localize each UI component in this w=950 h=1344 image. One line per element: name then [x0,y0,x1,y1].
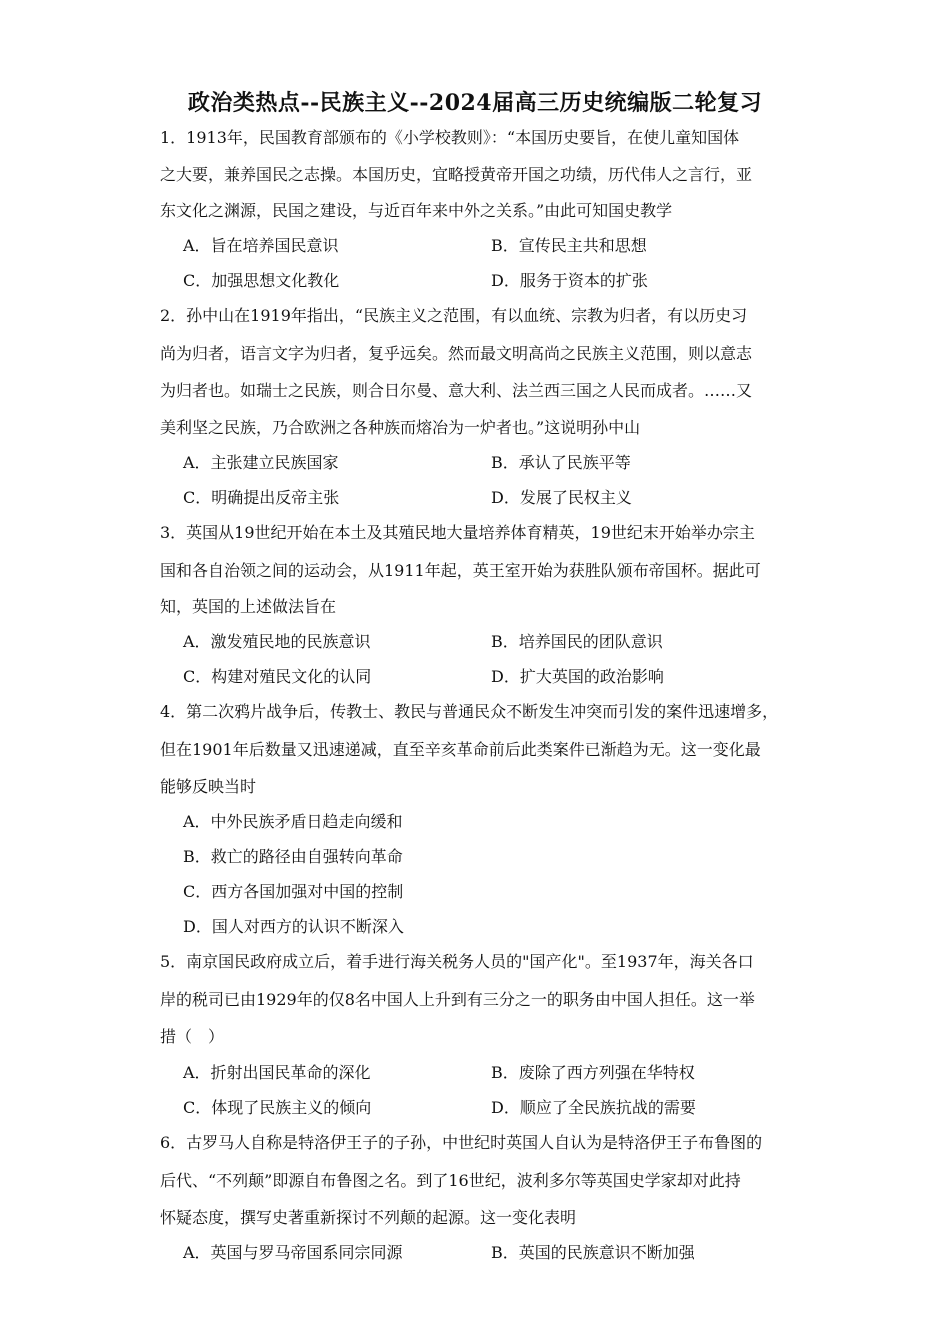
option-c: C．构建对殖民文化的认同 [183,667,372,686]
option-d: D．顺应了全民族抗战的需要 [491,1098,696,1117]
option-d: D．国人对西方的认识不断深入 [183,917,404,936]
option-a: A．折射出国民革命的深化 [183,1063,371,1082]
option-d: D．发展了民权主义 [491,488,632,507]
option-c: C．明确提出反帝主张 [183,488,340,507]
question-stem-line: 美利坚之民族，乃合欧洲之各种族而熔冶为一炉者也。”这说明孙中山 [160,418,641,437]
option-d: D．扩大英国的政治影响 [491,667,664,686]
question-stem-line: 措（ ） [160,1027,225,1046]
question-stem-line: 但在1901年后数量又迅速递减，直至辛亥革命前后此类案件已渐趋为无。这一变化最 [160,740,761,759]
option-a: A．中外民族矛盾日趋走向缓和 [183,812,403,831]
option-c: C．加强思想文化教化 [183,271,340,290]
question-stem-line: 东文化之渊源，民国之建设，与近百年来中外之关系。”由此可知国史教学 [160,201,673,220]
option-a: A．英国与罗马帝国系同宗同源 [183,1243,403,1262]
option-b: B．承认了民族平等 [491,453,631,472]
question-stem-line: 能够反映当时 [160,777,257,796]
option-b: B．废除了西方列强在华特权 [491,1063,695,1082]
question-stem-line: 国和各自治领之间的运动会，从1911年起，英王室开始为获胜队颁布帝国杯。据此可 [160,561,761,580]
question-stem-line: 6．古罗马人自称是特洛伊王子的子孙，中世纪时英国人自认为是特洛伊王子布鲁图的 [160,1133,763,1152]
option-b: B．救亡的路径由自强转向革命 [183,847,403,866]
question-stem-line: 1．1913年，民国教育部颁布的《小学校教则》：“本国历史要旨，在使儿童知国体 [160,128,740,147]
question-stem-line: 为归者也。如瑞士之民族，则合日尔曼、意大利、法兰西三国之人民而成者。……又 [160,381,753,400]
option-a: A．旨在培养国民意识 [183,236,339,255]
option-c: C．西方各国加强对中国的控制 [183,882,404,901]
question-stem-line: 怀疑态度，撰写史著重新探讨不列颠的起源。这一变化表明 [160,1208,577,1227]
question-stem-line: 3．英国从19世纪开始在本土及其殖民地大量培养体育精英，19世纪末开始举办宗主 [160,523,755,542]
question-stem-line: 尚为归者，语言文字为归者，复乎远矣。然而最文明高尚之民族主义范围，则以意志 [160,344,753,363]
question-stem-line: 4．第二次鸦片战争后，传教士、教民与普通民众不断发生冲突而引发的案件迅速增多， [160,702,779,721]
question-stem-line: 2．孙中山在1919年指出，“民族主义之范围，有以血统、宗教为归者，有以历史习 [160,306,748,325]
option-b: B．培养国民的团队意识 [491,632,663,651]
question-stem-line: 之大要，兼养国民之志操。本国历史，宜略授黄帝开国之功绩，历代伟人之言行，亚 [160,165,753,184]
question-stem-line: 后代、“不列颠”即源自布鲁图之名。到了16世纪，波利多尔等英国史学家却对此持 [160,1171,741,1190]
document-title: 政治类热点--民族主义--2024届高三历史统编版二轮复习 [187,90,763,116]
option-b: B．宣传民主共和思想 [491,236,647,255]
question-stem-line: 5．南京国民政府成立后，着手进行海关税务人员的"国产化"。至1937年，海关各口 [160,952,754,971]
question-stem-line: 岸的税司已由1929年的仅8名中国人上升到有三分之一的职务由中国人担任。这一举 [160,990,755,1009]
option-a: A．主张建立民族国家 [183,453,339,472]
question-stem-line: 知，英国的上述做法旨在 [160,597,337,616]
option-c: C．体现了民族主义的倾向 [183,1098,372,1117]
option-d: D．服务于资本的扩张 [491,271,648,290]
option-b: B．英国的民族意识不断加强 [491,1243,695,1262]
option-a: A．激发殖民地的民族意识 [183,632,371,651]
